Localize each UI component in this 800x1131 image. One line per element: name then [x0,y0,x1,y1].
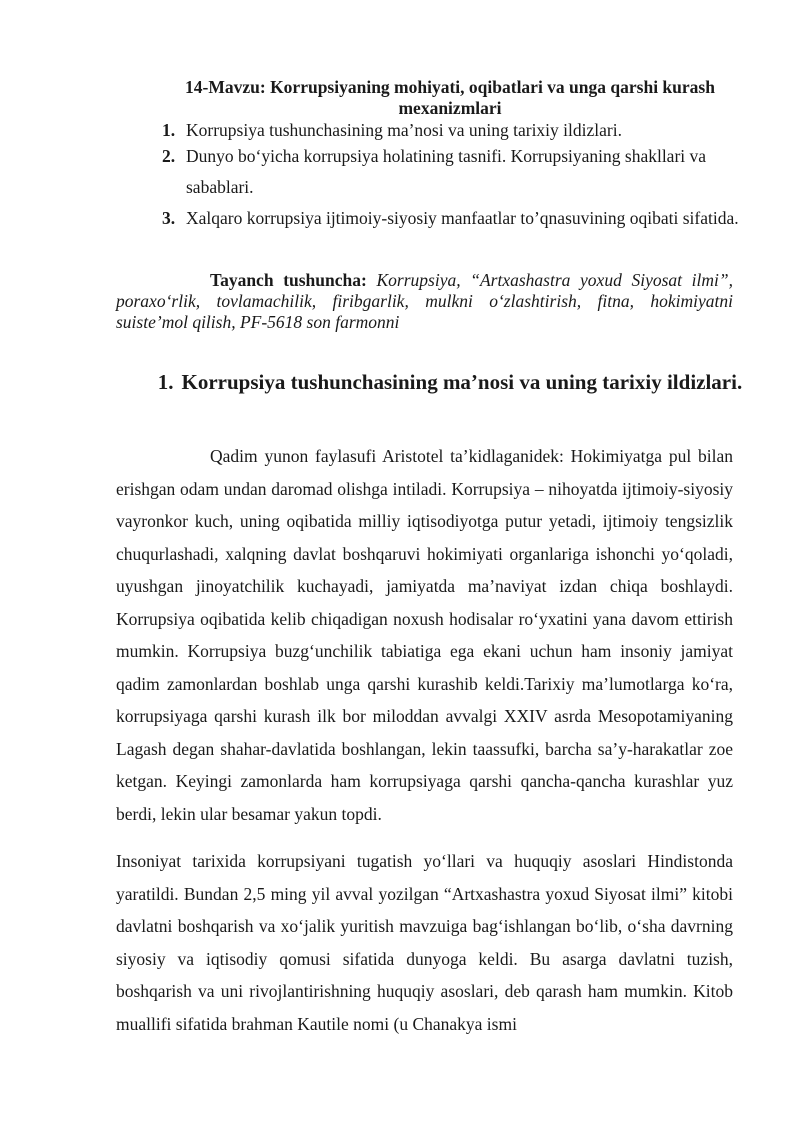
topic-item-1 [150,120,740,141]
section-title: Korrupsiya tushunchasining ma’nosi va uning tarixiy ildizlari. [181,370,743,394]
key-concepts-label: Tayanch tushuncha: [210,270,367,290]
key-concepts [116,270,733,333]
topic-number: 2. [162,146,176,166]
topic-number: 3. [162,208,176,228]
document-title [150,77,750,119]
paragraph-1: Qadim yunon faylasufi Aristotel ta’kidlaganidek: Hokimiyatga pul bilan erishgan odam undan daromad olishga intiladi. Korrupsiya – nihoyatda ijtimoiy-siyosiy vayronkor kuch, uning oqibatida milliy iqtisodiyotga putur yetadi, ijtimoiy tengsizlik chuqurlashadi, xalqning davlat boshqaruvi hokimiyati organlariga ishonchi yo‘qoladi, uyushgan jinoyatchilik kuchayadi, jamiyatda ma’naviyat izdan chiqa boshlaydi. Korrupsiya oqibatida kelib chiqadigan noxush hodisalar ro‘yxatini yana davom ettirish mumkin. Korrupsiya buzg‘unchilik tabiatiga ega ekani uchun ham insoniy jamiyat qadim zamonlardan boshlab unga qarshi kurashib keldi.Tarixiy ma’lumotlarga ko‘ra, korrupsiyaga qarshi kurash ilk bor miloddan avvalgi XXIV asrda Mesopotamiyaning Lagash degan shahar-davlatida boshlangan, lekin taassufki, barcha sa’y-harakatlar zoe ketgan. Keyingi zamonlarda ham korrupsiyaga qarshi qancha-qancha kurashlar yuz berdi, lekin ular besamar yakun topdi. [116,446,733,824]
topic-item-3 [150,203,740,234]
section-number: 1. [157,370,174,394]
title-line-2: mexanizmlari [398,98,502,118]
topic-text: Dunyo bo‘yicha korrupsiya holatining tasnifi. Korrupsiyaning shakllari va sabablari. [186,146,707,197]
topic-text: Xalqaro korrupsiya ijtimoiy-siyosiy manfaatlar to’qnasuvining oqibati sifatida. [186,208,739,228]
topic-text: Korrupsiya tushunchasining ma’nosi va uning tarixiy ildizlari. [186,120,622,140]
topic-item-2 [150,141,740,203]
key-concepts-text: Korrupsiya, “Artxashastra yoxud Siyosat ilmi”, poraxo‘rlik, tovlamachilik, firibgarlik, mulkni o‘zlashtirish, fitna, hokimiyatni suiste’mol qilish, PF-5618 son farmonni [116,270,733,332]
topic-list [150,120,740,234]
topic-number: 1. [162,120,176,140]
paragraph-2: Insoniyat tarixida korrupsiyani tugatish yo‘llari va huquqiy asoslari Hindistonda yaratildi. Bundan 2,5 ming yil avval yozilgan “Artxashastra yoxud Siyosat ilmi” kitobi davlatni boshqarish va xo‘jalik yuritish mavzuiga bag‘ishlangan bo‘lib, o‘sha davrning siyosiy va iqtisodiy qomusi sifatida dunyoga keldi. Bu asarga davlatni tuzish, boshqarish va uni rivojlantirishning huquqiy asoslari, deb qarash ham mumkin. Kitob muallifi sifatida brahman Kautile nomi (u Chanakya ismi [116,851,733,1034]
section-heading [150,364,750,400]
title-line-1: 14-Mavzu: Korrupsiyaning mohiyati, oqibatlari va unga qarshi kurash [185,77,715,97]
